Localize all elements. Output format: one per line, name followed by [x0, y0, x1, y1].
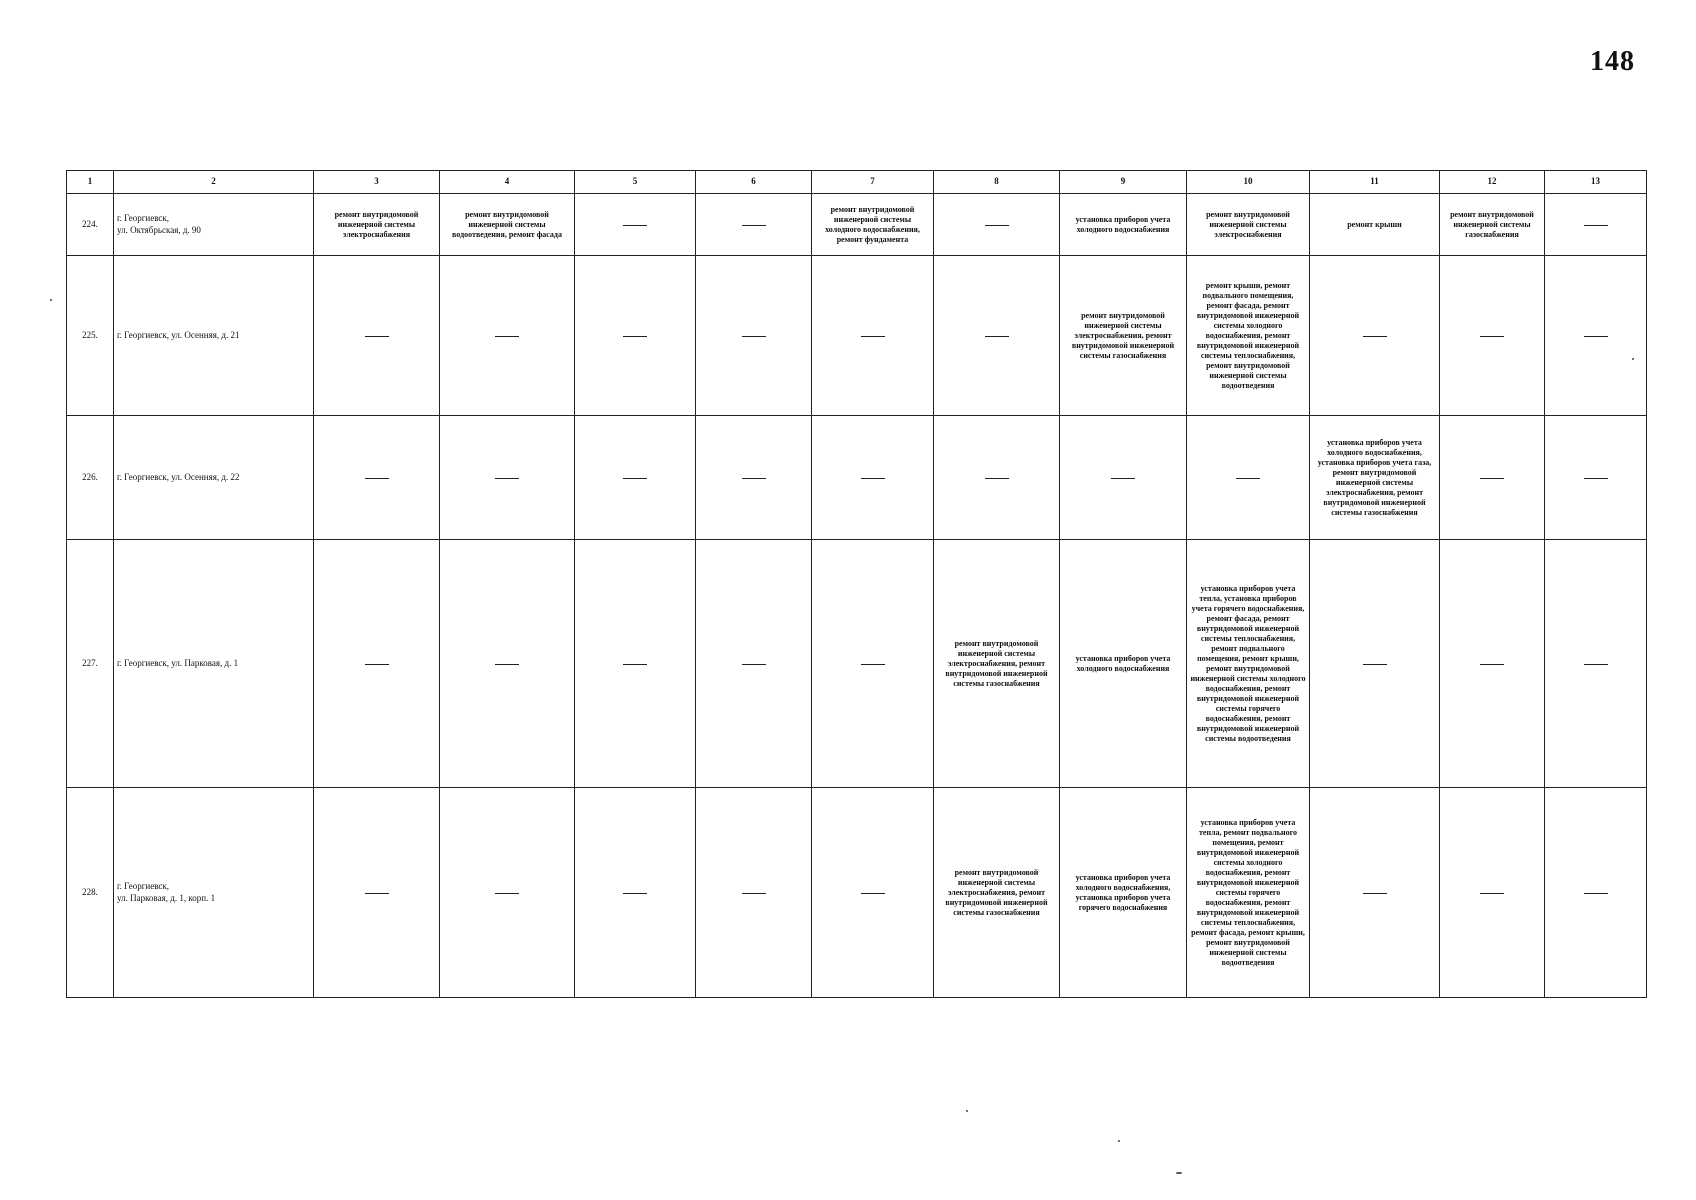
dash-mark [495, 893, 519, 894]
dash-mark [623, 893, 647, 894]
column-header-9: 9 [1060, 171, 1187, 194]
empty-dash-cell [314, 256, 440, 416]
empty-dash-cell [1545, 194, 1647, 256]
dash-mark [623, 225, 647, 226]
empty-dash-cell [696, 540, 812, 788]
work-description-cell: ремонт крыши [1310, 194, 1440, 256]
work-description-cell: ремонт внутридомовой инженерной системы электроснабжения, ремонт внутридомовой инженерной системы газоснабжения [934, 540, 1060, 788]
empty-dash-cell [575, 788, 696, 998]
empty-dash-cell [1440, 256, 1545, 416]
dash-mark [1363, 336, 1387, 337]
work-description-cell: установка приборов учета холодного водоснабжения [1060, 194, 1187, 256]
table-row [67, 788, 1647, 998]
empty-dash-cell [1545, 416, 1647, 540]
work-description-cell: ремонт крыши, ремонт подвального помещения, ремонт фасада, ремонт внутридомовой инженерной системы холодного водоснабжения, ремонт внутридомовой инженерной системы теплоснабжения, ремонт внутридомовой инженерной системы водоотведения [1187, 256, 1310, 416]
empty-dash-cell [440, 788, 575, 998]
empty-dash-cell [812, 416, 934, 540]
column-header-5: 5 [575, 171, 696, 194]
table-row [67, 416, 1647, 540]
work-description-cell: ремонт внутридомовой инженерной системы холодного водоснабжения, ремонт фундамента [812, 194, 934, 256]
repair-schedule-table [66, 170, 1647, 998]
scan-speck [50, 299, 52, 301]
dash-mark [742, 664, 766, 665]
row-number: 227. [67, 540, 114, 788]
table-row [67, 540, 1647, 788]
dash-mark [1480, 478, 1504, 479]
work-description-cell: установка приборов учета тепла, ремонт подвального помещения, ремонт внутридомовой инженерной системы холодного водоснабжения, ремонт внутридомовой инженерной системы горячего водоснабжения, ремонт внутридомовой инженерной системы теплоснабжения, ремонт фасада, ремонт крыши, ремонт внутридомовой инженерной системы водоотведения [1187, 788, 1310, 998]
work-description-cell: установка приборов учета тепла, установка приборов учета горячего водоснабжения, ремонт фасада, ремонт внутридомовой инженерной системы теплоснабжения, ремонт подвального помещения, ремонт крыши, ремонт внутридомовой инженерной системы холодного водоснабжения, ремонт внутридомовой инженерной системы горячего водоснабжения, ремонт внутридомовой инженерной системы водоотведения [1187, 540, 1310, 788]
column-header-13: 13 [1545, 171, 1647, 194]
empty-dash-cell [1440, 416, 1545, 540]
empty-dash-cell [812, 256, 934, 416]
dash-mark [742, 893, 766, 894]
dash-mark [742, 225, 766, 226]
column-header-2: 2 [114, 171, 314, 194]
dash-mark [623, 664, 647, 665]
address-cell: г. Георгиевск, ул. Октябрьская, д. 90 [114, 194, 314, 256]
dash-mark [1480, 664, 1504, 665]
dash-mark [365, 478, 389, 479]
column-header-4: 4 [440, 171, 575, 194]
empty-dash-cell [934, 256, 1060, 416]
empty-dash-cell [314, 788, 440, 998]
column-header-1: 1 [67, 171, 114, 194]
empty-dash-cell [575, 416, 696, 540]
empty-dash-cell [314, 416, 440, 540]
row-number: 224. [67, 194, 114, 256]
empty-dash-cell [812, 540, 934, 788]
dash-mark [1584, 225, 1608, 226]
column-header-6: 6 [696, 171, 812, 194]
scan-speck [966, 1110, 968, 1112]
empty-dash-cell [1545, 256, 1647, 416]
empty-dash-cell [812, 788, 934, 998]
empty-dash-cell [440, 540, 575, 788]
empty-dash-cell [575, 256, 696, 416]
dash-mark [365, 336, 389, 337]
row-number: 226. [67, 416, 114, 540]
work-description-cell: установка приборов учета холодного водоснабжения [1060, 540, 1187, 788]
empty-dash-cell [1060, 416, 1187, 540]
table-row [67, 256, 1647, 416]
dash-mark [365, 893, 389, 894]
work-description-cell: ремонт внутридомовой инженерной системы электроснабжения [1187, 194, 1310, 256]
column-header-11: 11 [1310, 171, 1440, 194]
empty-dash-cell [575, 194, 696, 256]
work-description-cell: установка приборов учета холодного водоснабжения, установка приборов учета горячего водоснабжения [1060, 788, 1187, 998]
dash-mark [1363, 664, 1387, 665]
work-description-cell: ремонт внутридомовой инженерной системы водоотведения, ремонт фасада [440, 194, 575, 256]
row-number: 225. [67, 256, 114, 416]
column-header-10: 10 [1187, 171, 1310, 194]
dash-mark [861, 336, 885, 337]
column-header-8: 8 [934, 171, 1060, 194]
dash-mark [495, 336, 519, 337]
column-header-3: 3 [314, 171, 440, 194]
page-number: 148 [1590, 46, 1635, 77]
empty-dash-cell [934, 194, 1060, 256]
dash-mark [623, 478, 647, 479]
empty-dash-cell [696, 788, 812, 998]
dash-mark [1584, 664, 1608, 665]
dash-mark [495, 478, 519, 479]
empty-dash-cell [1310, 540, 1440, 788]
scan-speck [1118, 1140, 1120, 1142]
table-body [67, 194, 1647, 998]
dash-mark [1584, 478, 1608, 479]
dash-mark [1236, 478, 1260, 479]
header-row [67, 171, 1647, 194]
empty-dash-cell [934, 416, 1060, 540]
dash-mark [861, 893, 885, 894]
address-cell: г. Георгиевск, ул. Парковая, д. 1, корп. 1 [114, 788, 314, 998]
dash-mark [1111, 478, 1135, 479]
work-description-cell: ремонт внутридомовой инженерной системы газоснабжения [1440, 194, 1545, 256]
column-header-12: 12 [1440, 171, 1545, 194]
empty-dash-cell [696, 256, 812, 416]
empty-dash-cell [1545, 788, 1647, 998]
table-row [67, 194, 1647, 256]
address-cell: г. Георгиевск, ул. Парковая, д. 1 [114, 540, 314, 788]
dash-mark [365, 664, 389, 665]
dash-mark [985, 336, 1009, 337]
scan-speck [1176, 1172, 1182, 1174]
empty-dash-cell [1310, 256, 1440, 416]
address-cell: г. Георгиевск, ул. Осенняя, д. 21 [114, 256, 314, 416]
empty-dash-cell [696, 416, 812, 540]
work-description-cell: установка приборов учета холодного водоснабжения, установка приборов учета газа, ремонт внутридомовой инженерной системы электроснабжения, ремонт внутридомовой инженерной системы газоснабжения [1310, 416, 1440, 540]
dash-mark [623, 336, 647, 337]
dash-mark [861, 478, 885, 479]
dash-mark [861, 664, 885, 665]
work-description-cell: ремонт внутридомовой инженерной системы электроснабжения [314, 194, 440, 256]
dash-mark [1363, 893, 1387, 894]
scan-speck [1632, 358, 1634, 360]
empty-dash-cell [696, 194, 812, 256]
empty-dash-cell [1440, 540, 1545, 788]
row-number: 228. [67, 788, 114, 998]
empty-dash-cell [1440, 788, 1545, 998]
empty-dash-cell [314, 540, 440, 788]
dash-mark [742, 478, 766, 479]
empty-dash-cell [1545, 540, 1647, 788]
empty-dash-cell [575, 540, 696, 788]
column-header-7: 7 [812, 171, 934, 194]
work-description-cell: ремонт внутридомовой инженерной системы электроснабжения, ремонт внутридомовой инженерной системы газоснабжения [934, 788, 1060, 998]
address-cell: г. Георгиевск, ул. Осенняя, д. 22 [114, 416, 314, 540]
dash-mark [1480, 893, 1504, 894]
dash-mark [495, 664, 519, 665]
dash-mark [1480, 336, 1504, 337]
dash-mark [742, 336, 766, 337]
dash-mark [985, 478, 1009, 479]
work-description-cell: ремонт внутридомовой инженерной системы электроснабжения, ремонт внутридомовой инженерной системы газоснабжения [1060, 256, 1187, 416]
dash-mark [985, 225, 1009, 226]
dash-mark [1584, 893, 1608, 894]
dash-mark [1584, 336, 1608, 337]
empty-dash-cell [440, 256, 575, 416]
empty-dash-cell [440, 416, 575, 540]
empty-dash-cell [1310, 788, 1440, 998]
empty-dash-cell [1187, 416, 1310, 540]
